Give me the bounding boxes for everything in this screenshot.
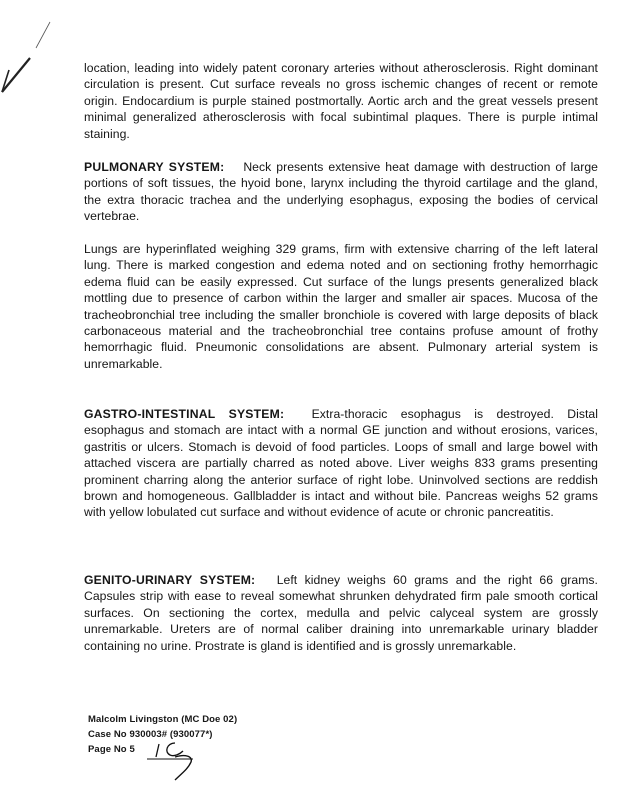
gastrointestinal-system-paragraph — [84, 406, 598, 521]
lungs-paragraph — [84, 241, 598, 372]
gastrointestinal-system-text: Extra-thoracic esophagus is destroyed. Distal esophagus and stomach are intact with a normal GE junction and without erosions, varices, gastritis or ulcers. Stomach is devoid of food particles. Loops of small and large bowel with attached viscera are partially charred as noted above. Liver weighs 833 grams presenting prominent charring along the anterior surface of right lobe. Uninvolved sections are reddish brown and homogeneous. Gallbladder is intact and without bile. Pancreas weighs 52 grams with yellow lobulated cut surface and without evidence of acute or chronic pancreatitis. — [84, 407, 599, 520]
gastrointestinal-system-heading: GASTRO-INTESTINAL SYSTEM: — [84, 407, 285, 421]
genitourinary-system-paragraph — [84, 572, 598, 654]
cardiac-continued-text: location, leading into widely patent coronary arteries without atherosclerosis. Right dominant circulation is present. Cut surface reveals no gross ischemic changes of recent or remote origin. Endocardium is purple stained postmortally. Aortic arch and the great vessels present minimal generalized atherosclerosis with focal subintimal plaques. There is purple intimal staining. — [84, 61, 598, 141]
pulmonary-system-text: Neck presents extensive heat damage with destruction of large portions of soft tissues, the hyoid bone, larynx including the thyroid cartilage and the gland, the extra thoracic trachea and the underlying esophagus, exposing the bodies of cervical vertebrae. — [84, 160, 598, 224]
footer-case-number: Case No 930003# (930077*) — [88, 729, 213, 740]
pulmonary-system-heading: PULMONARY SYSTEM: — [84, 160, 225, 174]
footer-page-number: Page No 5 — [88, 744, 135, 755]
cardiac-continued-paragraph — [84, 60, 598, 142]
lungs-text: Lungs are hyperinflated weighing 329 grams, firm with extensive charring of the left lateral lung. There is marked congestion and edema noted and on sectioning frothy hemorrhagic edema fluid can be easily expressed. Cut surface of the lungs presents generalized black mottling due to presence of carbon within the larger and smaller air spaces. Mucosa of the tracheobronchial tree including the smaller bronchiole is covered with large deposits of black carbonaceous material and the tracheobronchial tree contains profuse amount of frothy hemorrhagic fluid. Pneumonic consolidations are absent. Pulmonary arterial system is unremarkable. — [84, 242, 598, 371]
footer-subject-name: Malcolm Livingston (MC Doe 02) — [88, 714, 238, 725]
pulmonary-system-paragraph — [84, 159, 598, 225]
genitourinary-system-heading: GENITO-URINARY SYSTEM: — [84, 573, 256, 587]
genitourinary-system-text: Left kidney weighs 60 grams and the right 66 grams. Capsules strip with ease to reveal somewhat shrunken dehydrated firm pale smooth cortical surfaces. On sectioning the cortex, medulla and pelvic calyceal system are grossly unremarkable. Ureters are of normal caliber draining into unremarkable urinary bladder containing no urine. Prostrate is gland is identified and is grossly unremarkable. — [84, 573, 598, 653]
scan-corner-mark — [0, 0, 60, 110]
handwritten-initials-signature — [145, 738, 205, 786]
